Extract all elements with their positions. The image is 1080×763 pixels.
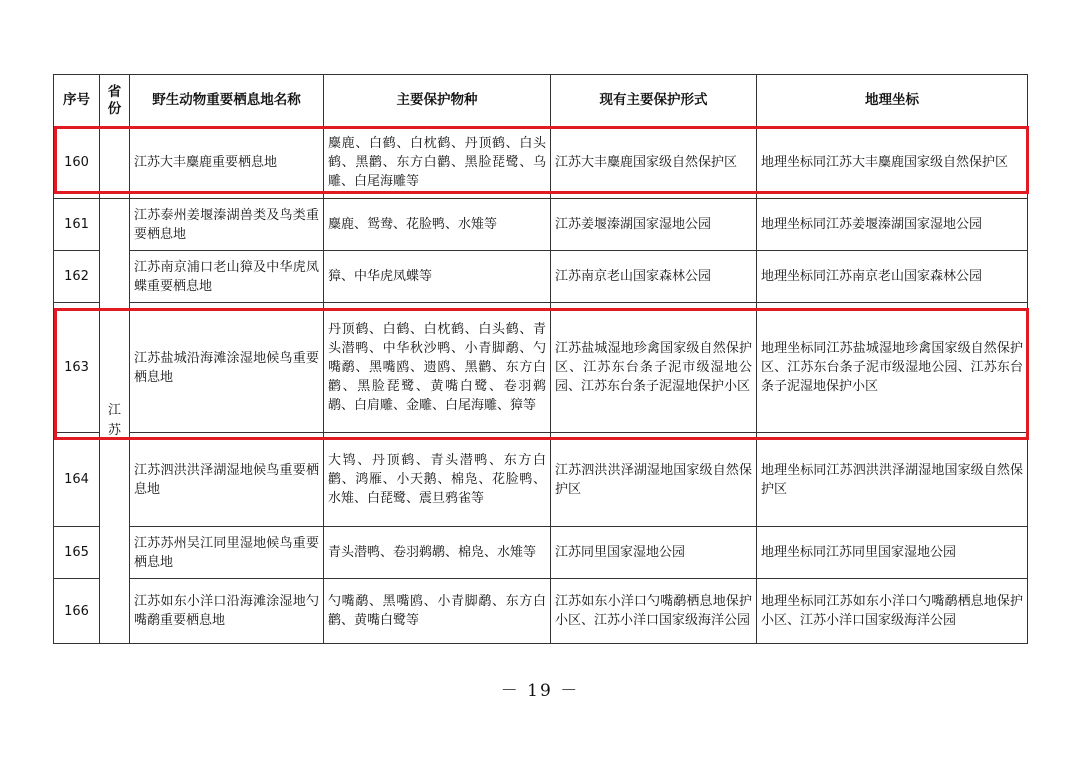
row-species: 勺嘴鹬、黑嘴鸥、小青脚鹬、东方白鹳、黄嘴白鹭等: [324, 579, 551, 644]
header-name: 野生动物重要栖息地名称: [130, 75, 324, 127]
table-row: [54, 527, 1028, 579]
header-protection: 现有主要保护形式: [551, 75, 757, 127]
row-protection: 江苏泗洪洪泽湖湿地国家级自然保护区: [551, 433, 757, 527]
row-name: 江苏盐城沿海滩涂湿地候鸟重要栖息地: [130, 303, 324, 433]
table-row: [54, 127, 1028, 199]
row-coords: 地理坐标同江苏盐城湿地珍禽国家级自然保护区、江苏东台条子泥市级湿地公园、江苏东台条子泥湿地保护小区: [757, 303, 1028, 433]
table-row: [54, 199, 1028, 251]
row-coords: 地理坐标同江苏同里国家湿地公园: [757, 527, 1028, 579]
row-protection: 江苏如东小洋口勺嘴鹬栖息地保护小区、江苏小洋口国家级海洋公园: [551, 579, 757, 644]
header-coords: 地理坐标: [757, 75, 1028, 127]
row-protection: 江苏盐城湿地珍禽国家级自然保护区、江苏东台条子泥市级湿地公园、江苏东台条子泥湿地保护小区: [551, 303, 757, 433]
row-coords: 地理坐标同江苏如东小洋口勺嘴鹬栖息地保护小区、江苏小洋口国家级海洋公园: [757, 579, 1028, 644]
row-protection: 江苏南京老山国家森林公园: [551, 251, 757, 303]
row-protection: 江苏姜堰溱湖国家湿地公园: [551, 199, 757, 251]
province-cell-empty: [100, 127, 130, 199]
province-label: 江苏: [107, 403, 121, 438]
row-coords: 地理坐标同江苏泗洪洪泽湖湿地国家级自然保护区: [757, 433, 1028, 527]
row-name: 江苏大丰麋鹿重要栖息地: [130, 127, 324, 199]
row-species: 麋鹿、鸳鸯、花脸鸭、水雉等: [324, 199, 551, 251]
table-row: [54, 433, 1028, 527]
table-row: [54, 303, 1028, 433]
header-species: 主要保护物种: [324, 75, 551, 127]
row-seq: 166: [54, 579, 100, 644]
row-seq: 165: [54, 527, 100, 579]
province-cell: [100, 199, 130, 644]
row-seq: 160: [54, 127, 100, 199]
row-seq: 164: [54, 433, 100, 527]
row-species: 丹顶鹤、白鹤、白枕鹤、白头鹤、青头潜鸭、中华秋沙鸭、小青脚鹬、勺嘴鹬、黑嘴鸥、遗鸥、黑鹳、东方白鹳、黑脸琵鹭、黄嘴白鹭、卷羽鹈鹕、白肩雕、金雕、白尾海雕、獐等: [324, 303, 551, 433]
habitat-table: [53, 74, 1028, 644]
row-name: 江苏泗洪洪泽湖湿地候鸟重要栖息地: [130, 433, 324, 527]
row-species: 大鸨、丹顶鹤、青头潜鸭、东方白鹳、鸿雁、小天鹅、棉凫、花脸鸭、水雉、白琵鹭、震旦鸦雀等: [324, 433, 551, 527]
row-coords: 地理坐标同江苏大丰麋鹿国家级自然保护区: [757, 127, 1028, 199]
row-name: 江苏苏州吴江同里湿地候鸟重要栖息地: [130, 527, 324, 579]
page-number: － 19 －: [500, 681, 580, 701]
row-name: 江苏如东小洋口沿海滩涂湿地勺嘴鹬重要栖息地: [130, 579, 324, 644]
row-protection: 江苏同里国家湿地公园: [551, 527, 757, 579]
table-header-row: [54, 75, 1028, 127]
row-species: 青头潜鸭、卷羽鹈鹕、棉凫、水雉等: [324, 527, 551, 579]
table-row: [54, 579, 1028, 644]
row-name: 江苏南京浦口老山獐及中华虎凤蝶重要栖息地: [130, 251, 324, 303]
table-row: [54, 251, 1028, 303]
row-coords: 地理坐标同江苏南京老山国家森林公园: [757, 251, 1028, 303]
row-species: 麋鹿、白鹤、白枕鹤、丹顶鹤、白头鹤、黑鹳、东方白鹳、黑脸琵鹭、乌雕、白尾海雕等: [324, 127, 551, 199]
header-seq: 序号: [54, 75, 100, 127]
header-province: 省份: [100, 75, 130, 127]
row-name: 江苏泰州姜堰溱湖兽类及鸟类重要栖息地: [130, 199, 324, 251]
row-species: 獐、中华虎凤蝶等: [324, 251, 551, 303]
row-seq: 162: [54, 251, 100, 303]
row-coords: 地理坐标同江苏姜堰溱湖国家湿地公园: [757, 199, 1028, 251]
row-seq: 163: [54, 303, 100, 433]
row-protection: 江苏大丰麋鹿国家级自然保护区: [551, 127, 757, 199]
row-seq: 161: [54, 199, 100, 251]
